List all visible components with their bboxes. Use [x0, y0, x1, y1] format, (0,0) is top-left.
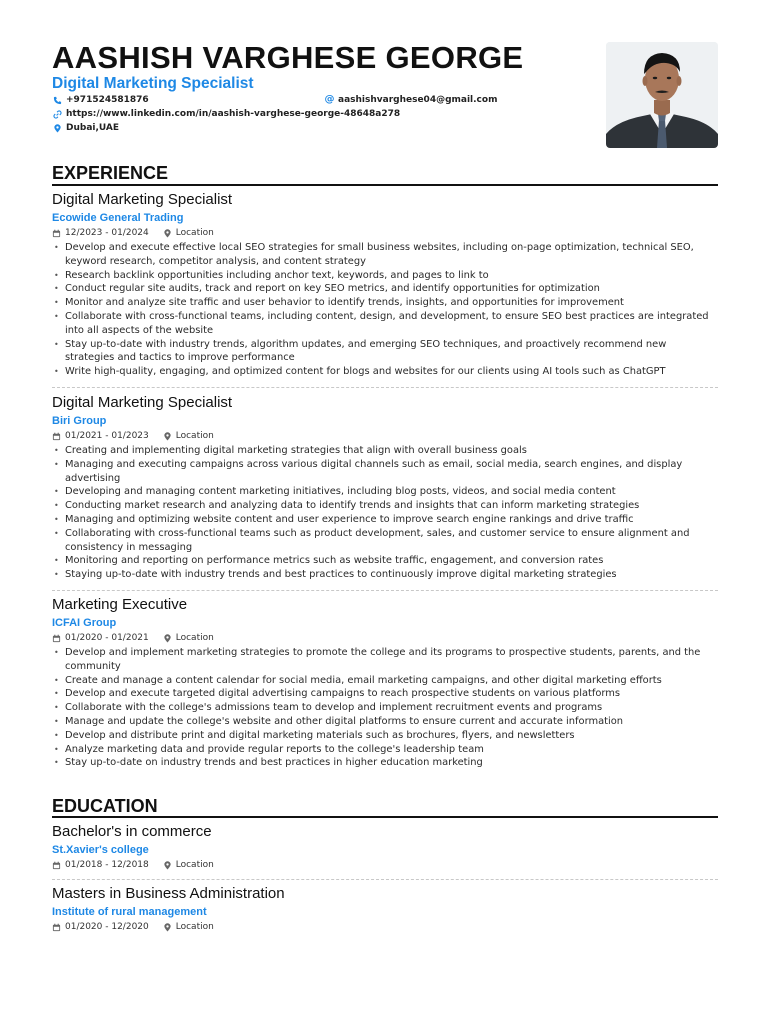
linkedin-text[interactable]: https://www.linkedin.com/in/aashish-varghese-george-48648a278 [66, 109, 401, 119]
list-item: • Write high-quality, engaging, and optimized content for blogs and websites for our clients using AI tools such as ChatGPT [52, 365, 718, 379]
list-item: • Collaborate with cross-functional teams, including content, design, and development, to ensure SEO best practices are integrated into all aspects of the website [52, 310, 718, 338]
map-pin-icon [163, 861, 172, 870]
education-entry [52, 885, 718, 933]
calendar-icon [52, 229, 61, 238]
job-location: Location [163, 227, 214, 239]
job-meta [52, 227, 718, 239]
education-meta [52, 921, 718, 933]
calendar-icon [52, 861, 61, 870]
list-item: • Conduct regular site audits, track and report on key SEO metrics, and identify opportunities for optimization [52, 282, 718, 296]
candidate-role: Digital Marketing Specialist [52, 75, 254, 92]
education-location: Location [163, 921, 214, 933]
list-item: • Analyze marketing data and provide regular reports to the college's leadership team [52, 743, 718, 757]
list-item: • Managing and executing campaigns across various digital channels such as email, social media, search engines, and display advertising [52, 458, 718, 486]
education-location: Location [163, 859, 214, 871]
list-item: • Research backlink opportunities including anchor text, keywords, and pages to link to [52, 269, 718, 283]
list-item: • Stay up-to-date with industry trends, algorithm updates, and emerging SEO techniques, and proactively recommend new strategies and tactics to improve performance [52, 338, 718, 366]
date-range: 01/2018 - 12/2018 [52, 859, 149, 871]
contact-email [324, 94, 497, 106]
list-item: • Develop and execute targeted digital advertising campaigns to reach prospective students on various platforms [52, 687, 718, 701]
date-range: 01/2020 - 01/2021 [52, 632, 149, 644]
phone-icon [52, 95, 63, 106]
list-item: • Collaborate with the college's admissions team to develop and implement recruitment events and programs [52, 701, 718, 715]
map-pin-icon [163, 432, 172, 441]
link-icon [52, 109, 63, 120]
job-title: Digital Marketing Specialist [52, 191, 233, 208]
list-item: • Staying up-to-date with industry trends and best practices to continuously improve digital marketing strategies [52, 568, 718, 582]
job-title: Marketing Executive [52, 596, 188, 613]
contact-linkedin [52, 108, 400, 120]
list-item: • Conducting market research and analyzing data to identify trends and insights that can inform marketing strategies [52, 499, 718, 513]
calendar-icon [52, 432, 61, 441]
map-pin-icon [163, 229, 172, 238]
experience-heading: EXPERIENCE [52, 163, 169, 183]
list-item: • Monitor and analyze site traffic and user behavior to identify trends, insights, and opportunities for improvement [52, 296, 718, 310]
list-item: • Manage and update the college's website and other digital platforms to ensure current and accurate information [52, 715, 718, 729]
date-range: 12/2023 - 01/2024 [52, 227, 149, 239]
degree-title: Bachelor's in commerce [52, 823, 212, 840]
job-bullets [52, 444, 718, 582]
calendar-icon [52, 923, 61, 932]
list-item: • Creating and implementing digital marketing strategies that align with overall business goals [52, 444, 718, 458]
education-entry [52, 823, 718, 871]
job-title: Digital Marketing Specialist [52, 394, 233, 411]
degree-title: Masters in Business Administration [52, 885, 285, 902]
profile-photo [606, 42, 718, 148]
date-range: 01/2021 - 01/2023 [52, 430, 149, 442]
job-bullets [52, 241, 718, 379]
calendar-icon [52, 634, 61, 643]
company-name: Biri Group [52, 415, 107, 427]
entry-divider [52, 387, 718, 388]
experience-divider [52, 184, 718, 186]
institution-name: St.Xavier's college [52, 844, 149, 856]
experience-entry [52, 596, 718, 770]
education-divider [52, 816, 718, 818]
list-item: • Stay up-to-date on industry trends and best practices in higher education marketing [52, 756, 718, 770]
list-item: • Develop and implement marketing strategies to promote the college and its programs to prospective students, parents, and the community [52, 646, 718, 674]
job-location: Location [163, 632, 214, 644]
map-pin-icon [52, 123, 63, 134]
at-sign-icon: @ [324, 94, 335, 105]
entry-divider [52, 590, 718, 591]
institution-name: Institute of rural management [52, 906, 207, 918]
job-meta [52, 632, 718, 644]
company-name: Ecowide General Trading [52, 212, 184, 224]
education-heading: EDUCATION [52, 796, 158, 816]
location-text: Dubai,UAE [66, 123, 120, 133]
list-item: • Developing and managing content marketing initiatives, including blog posts, videos, and social media content [52, 485, 718, 499]
job-bullets [52, 646, 718, 770]
list-item: • Collaborating with cross-functional teams such as product development, sales, and customer service to ensure alignment and consistency in messaging [52, 527, 718, 555]
job-meta [52, 430, 718, 442]
list-item: • Develop and distribute print and digital marketing materials such as brochures, flyers, and newsletters [52, 729, 718, 743]
phone-text: +971524581876 [66, 95, 149, 105]
list-item: • Develop and execute effective local SEO strategies for small business websites, including on-page optimization, technical SEO, keyword research, competitor analysis, and content strategy [52, 241, 718, 269]
entry-divider [52, 879, 718, 880]
experience-entry [52, 191, 718, 379]
email-text[interactable]: aashishvarghese04@gmail.com [338, 95, 498, 105]
company-name: ICFAI Group [52, 617, 117, 629]
list-item: • Create and manage a content calendar for social media, email marketing campaigns, and other digital marketing efforts [52, 674, 718, 688]
education-meta [52, 859, 718, 871]
map-pin-icon [163, 634, 172, 643]
candidate-name: AASHISH VARGHESE GEORGE [52, 40, 524, 75]
map-pin-icon [163, 923, 172, 932]
contact-phone [52, 94, 149, 106]
date-range: 01/2020 - 12/2020 [52, 921, 149, 933]
job-location: Location [163, 430, 214, 442]
list-item: • Managing and optimizing website content and user experience to improve search engine rankings and drive traffic [52, 513, 718, 527]
contact-location [52, 122, 119, 134]
experience-entry [52, 394, 718, 582]
list-item: • Monitoring and reporting on performance metrics such as website traffic, engagement, and conversion rates [52, 554, 718, 568]
